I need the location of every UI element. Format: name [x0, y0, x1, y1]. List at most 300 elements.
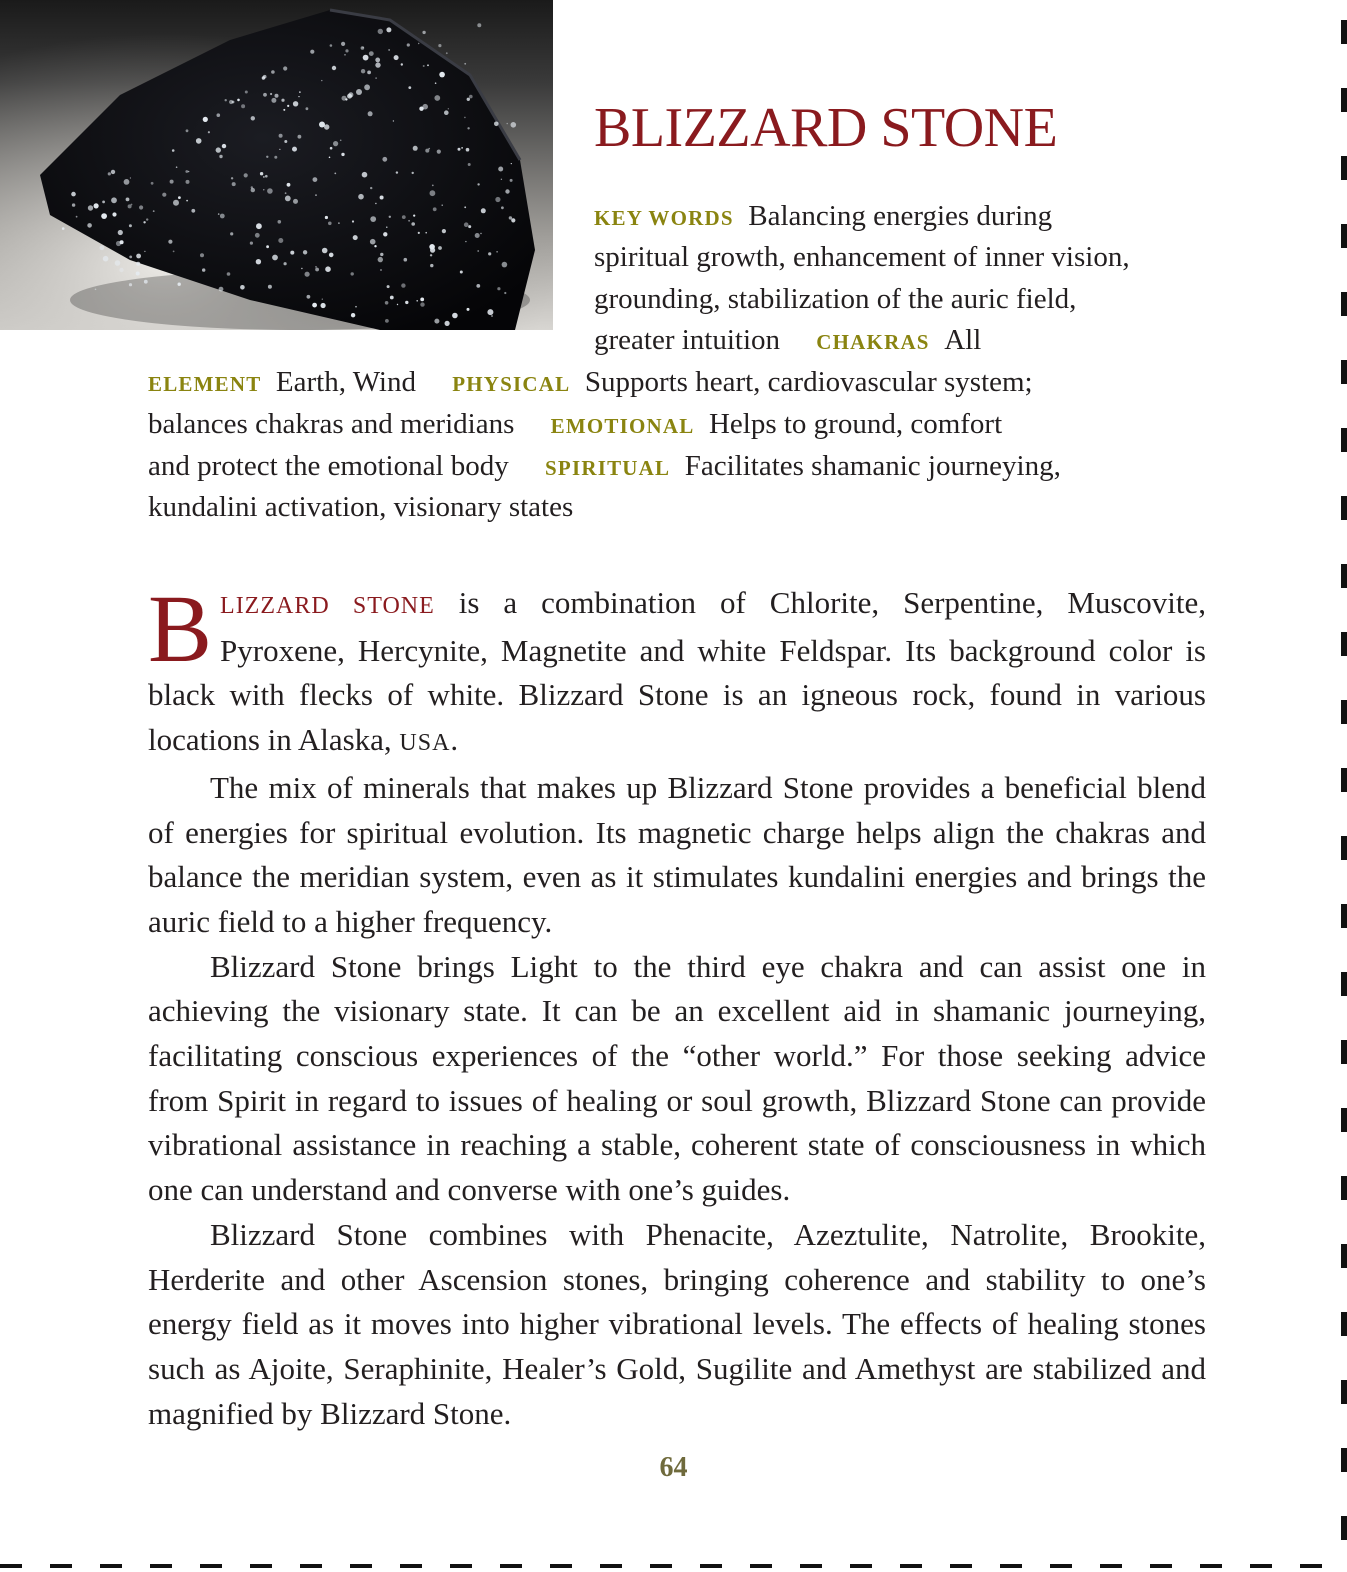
stone-fleck — [437, 150, 441, 154]
stone-fleck — [420, 298, 424, 302]
stone-fleck — [386, 227, 387, 228]
spiritual-text-1: Facilitates shamanic journeying, — [684, 450, 1061, 482]
stone-fleck — [358, 194, 364, 200]
stone-fleck — [274, 156, 277, 159]
stone-fleck — [231, 177, 233, 179]
key-words-text-4: greater intuition — [594, 324, 781, 356]
stone-fleck — [468, 163, 471, 166]
stone-fleck — [396, 171, 398, 173]
stone-fleck — [298, 96, 299, 97]
stone-fleck — [115, 260, 121, 266]
stone-fleck — [388, 49, 389, 50]
stone-fleck — [129, 283, 132, 286]
stone-fleck — [341, 153, 344, 156]
stone-fleck — [435, 82, 437, 84]
stone-fleck — [434, 319, 439, 324]
stone-fleck — [178, 196, 181, 199]
stone-fleck — [509, 216, 512, 219]
stone-fleck — [418, 43, 419, 44]
stone-fleck — [504, 292, 506, 294]
stone-fleck — [303, 250, 307, 254]
stone-fleck — [445, 321, 450, 326]
stone-fleck — [477, 23, 481, 27]
stone-fleck — [283, 66, 287, 70]
stone-fleck — [368, 111, 373, 116]
stone-fleck — [306, 107, 309, 110]
stone-fleck — [351, 272, 354, 275]
stone-fleck — [491, 315, 493, 317]
stone-fleck — [412, 172, 414, 174]
stone-fleck — [380, 269, 382, 271]
stone-fleck — [241, 104, 245, 108]
stone-fleck — [429, 244, 435, 250]
stone-fleck — [351, 313, 355, 317]
stone-fleck — [87, 223, 92, 228]
stone-fleck — [76, 216, 78, 218]
stone-fleck — [270, 93, 272, 95]
stone-fleck — [251, 116, 255, 120]
paragraph-3: Blizzard Stone brings Light to the third eye chakra and can assist one in achieving the visionary state. It can be an excellent aid in shamanic journeying, facilitating conscious experiences of the “other world.” For those seeking advice from Spirit in regard to issues of healing or soul growth, Blizzard Stone can provide vibrational assistance in reaching a stable, coherent state of consciousness in which one can understand and converse with one’s guides. — [148, 948, 1206, 1208]
stone-fleck — [186, 200, 188, 202]
stone-fleck — [315, 268, 319, 272]
stone-fleck — [232, 182, 236, 186]
stone-fleck — [466, 148, 470, 152]
country-abbrev: USA — [399, 730, 451, 757]
stone-fleck — [251, 186, 253, 188]
stone-fleck — [225, 99, 227, 101]
page-number: 64 — [659, 1452, 688, 1483]
stone-fleck — [307, 295, 311, 299]
stone-fleck — [293, 199, 298, 204]
stone-fleck — [422, 104, 428, 110]
stone-fleck — [501, 206, 504, 209]
paragraph-1-end: . — [450, 722, 459, 758]
stone-fleck — [438, 44, 441, 47]
key-words-label: KEY WORDS — [594, 206, 734, 230]
physical-text-1: Supports heart, cardiovascular system; — [584, 366, 1033, 398]
stone-fleck — [439, 72, 445, 78]
stone-fleck — [151, 182, 154, 185]
stone-fleck — [278, 220, 282, 224]
stone-fleck — [390, 296, 394, 300]
stone-fleck — [442, 205, 443, 206]
stone-fleck — [94, 203, 99, 208]
stone-fleck — [103, 256, 109, 262]
stone-fleck — [284, 140, 287, 143]
stone-fleck — [361, 46, 365, 50]
stone-fleck — [271, 70, 275, 74]
stone-fleck — [404, 258, 408, 262]
stone-fleck — [420, 302, 424, 306]
stone-fleck — [88, 205, 93, 210]
stone-fleck — [217, 113, 221, 117]
stone-fleck — [119, 268, 123, 272]
stone-fleck — [283, 109, 285, 111]
element-physical-line — [148, 362, 1033, 406]
stone-fleck — [494, 122, 499, 127]
stone-fleck — [487, 309, 493, 315]
stone-fleck — [413, 215, 415, 217]
key-words-line-1 — [594, 196, 1052, 240]
stone-fleck — [200, 253, 204, 257]
stone-fleck — [285, 196, 291, 202]
stone-fleck — [433, 207, 437, 211]
stone-fleck — [375, 62, 380, 67]
stone-fleck — [402, 215, 406, 219]
stone-fleck — [275, 94, 279, 98]
stone-fleck — [71, 192, 76, 197]
stone-fleck — [378, 29, 383, 34]
element-value: Earth, Wind — [275, 366, 416, 398]
stone-fleck — [165, 273, 167, 275]
stone-fleck — [444, 110, 449, 115]
stone-fleck — [407, 43, 410, 46]
stone-fleck — [467, 98, 470, 101]
stone-fleck — [202, 268, 205, 271]
stone-fleck — [227, 272, 231, 276]
stone-fleck — [208, 131, 210, 133]
stone-fleck — [330, 147, 333, 150]
chakras-label: CHAKRAS — [816, 330, 930, 354]
stone-fleck — [411, 222, 415, 226]
stone-fleck — [279, 134, 283, 138]
stone-fleck — [95, 289, 97, 291]
stone-fleck — [203, 117, 208, 122]
stone-fleck — [272, 255, 278, 261]
stone-fleck — [185, 170, 188, 173]
stone-fleck — [178, 283, 181, 286]
stone-fleck — [250, 242, 253, 245]
stone-fleck — [321, 80, 322, 81]
stone-fleck — [120, 240, 124, 244]
stone-fleck — [344, 54, 346, 56]
stone-fleck — [62, 227, 65, 230]
paragraph-2: The mix of minerals that makes up Blizzard Stone provides a beneficial blend of energies for spiritual evolution. Its magnetic charge helps align the chakras and balance the meridian system, even as it stimulates kundalini energies and brings the auric field to a higher frequency. — [148, 769, 1206, 939]
stone-photo — [0, 0, 553, 330]
stone-fleck — [355, 306, 357, 308]
stone-fleck — [507, 123, 508, 124]
stone-fleck — [467, 127, 469, 129]
stone-fleck — [186, 180, 190, 184]
stone-fleck — [374, 245, 376, 247]
stone-fleck — [330, 44, 333, 47]
stone-fleck — [460, 271, 463, 274]
stone-fleck — [352, 220, 354, 222]
paragraph-4: Blizzard Stone combines with Phenacite, Azeztulite, Natrolite, Brookite, Herderite and other Ascension stones, bringing coherence and stability to one’s energy field as it moves into higher vibrational levels. The effects of healing stones such as Ajoite, Seraphinite, Healer’s Gold, Sugilite and Amethyst are stabilized and magnified by Blizzard Stone. — [148, 1216, 1206, 1431]
stone-fleck — [124, 179, 130, 185]
stone-fleck — [287, 183, 291, 187]
stone-fleck — [292, 147, 297, 152]
stone-fleck — [446, 52, 448, 54]
stone-fleck — [423, 65, 425, 67]
stone-fleck — [196, 138, 202, 144]
stone-fleck — [475, 233, 480, 238]
stone-fleck — [284, 262, 287, 265]
stone-fleck — [173, 200, 179, 206]
stone-fleck — [285, 192, 287, 194]
stone-fleck — [244, 173, 248, 177]
drop-cap: B — [148, 575, 213, 682]
stone-fleck — [170, 180, 174, 184]
stone-fleck — [397, 304, 398, 305]
stone-fleck — [416, 300, 418, 302]
stone-fleck — [332, 66, 336, 70]
stone-fleck — [333, 141, 338, 146]
stone-fleck — [130, 177, 131, 178]
stone-fleck — [298, 135, 302, 139]
stone-fleck — [312, 303, 317, 308]
stone-fleck — [464, 206, 466, 208]
stone-fleck — [496, 251, 498, 253]
physical-label: PHYSICAL — [452, 372, 571, 396]
stone-fleck — [328, 222, 332, 226]
stone-fleck — [136, 254, 141, 259]
stone-fleck — [287, 105, 289, 107]
stone-fleck — [370, 216, 376, 222]
stone-fleck — [380, 253, 383, 256]
physical-emotional-line — [148, 404, 1002, 448]
stone-fleck — [427, 64, 429, 66]
stone-fleck — [218, 213, 220, 215]
stone-fleck — [480, 233, 481, 234]
stone-fleck — [356, 89, 362, 95]
key-words-text-2: spiritual growth, enhancement of inner vision, — [594, 241, 1130, 273]
stone-fleck — [495, 197, 500, 202]
stone-fleck — [266, 156, 268, 158]
stone-fleck — [361, 69, 365, 73]
stone-fleck — [468, 225, 471, 228]
stone-fleck — [230, 232, 233, 235]
stone-fleck — [370, 187, 372, 189]
stone-fleck — [434, 95, 440, 101]
stone-fleck — [72, 203, 75, 206]
stone-fleck — [319, 122, 325, 128]
emotional-text-2: and protect the emotional body — [148, 450, 509, 482]
stone-fleck — [176, 166, 178, 168]
stone-fleck — [364, 84, 370, 90]
right-edge-marks — [1341, 20, 1347, 1540]
emotional-text-1: Helps to ground, comfort — [708, 408, 1003, 440]
stone-fleck — [380, 196, 384, 200]
stone-fleck — [389, 216, 391, 218]
stone-fleck — [271, 98, 276, 103]
stone-fleck — [375, 77, 377, 79]
stone-fleck — [413, 146, 418, 151]
stone-fleck — [136, 272, 140, 276]
stone-fleck — [348, 92, 353, 97]
stone-fleck — [501, 179, 502, 180]
stone-fleck — [387, 285, 390, 288]
stone-fleck — [477, 250, 479, 252]
stone-fleck — [438, 246, 442, 250]
stone-fleck — [425, 149, 429, 153]
emotional-label: EMOTIONAL — [550, 414, 695, 438]
stone-fleck — [262, 76, 265, 79]
stone-fleck — [101, 213, 107, 219]
stone-fleck — [448, 108, 449, 109]
stone-fleck — [172, 149, 175, 152]
stone-fleck — [260, 172, 263, 175]
stone-fleck — [386, 27, 391, 32]
lead-caps: LIZZARD STONE — [220, 593, 435, 619]
paragraph-1-text: is a combination of Chlorite, Serpentine, Muscovite, Pyroxene, Hercynite, Magnetite and white Feldspar. Its background color is black with flecks of white. Blizzard Stone is an igneous rock, found in various locations in Alaska, — [148, 585, 1206, 758]
stone-fleck — [342, 96, 347, 101]
stone-fleck — [278, 238, 283, 243]
stone-fleck — [112, 212, 116, 216]
stone-fleck — [511, 218, 515, 222]
stone-fleck — [341, 42, 345, 46]
stone-fleck — [240, 285, 245, 290]
stone-fleck — [256, 259, 261, 264]
stone-fleck — [263, 93, 267, 97]
stone-fleck — [345, 49, 348, 52]
stone-fleck — [129, 224, 132, 227]
stone-fleck — [111, 197, 117, 203]
stone-fleck — [168, 240, 172, 244]
stone-fleck — [401, 63, 403, 65]
stone-fleck — [143, 221, 145, 223]
stone-fleck — [325, 216, 328, 219]
stone-fleck — [267, 188, 273, 194]
stone-fleck — [363, 55, 369, 61]
spiritual-label: SPIRITUAL — [545, 456, 671, 480]
stone-fleck — [329, 157, 331, 159]
stone-fleck — [162, 193, 166, 197]
stone-fleck — [153, 210, 155, 212]
paragraph-1 — [148, 575, 1206, 766]
stone-fleck — [383, 232, 387, 236]
stone-fleck — [375, 203, 376, 204]
stone-fleck — [232, 101, 235, 104]
body-text — [148, 575, 1206, 1436]
key-words-text-1: Balancing energies during — [748, 200, 1053, 232]
stone-fleck — [315, 266, 317, 268]
stone-fleck — [418, 232, 420, 234]
stone-fleck — [279, 149, 280, 150]
stone-fleck — [458, 148, 461, 151]
stone-fleck — [430, 264, 433, 267]
stone-fleck — [265, 175, 268, 178]
stone-fleck — [290, 251, 294, 255]
stone-fleck — [464, 222, 469, 227]
stone-fleck — [505, 189, 509, 193]
stone-fleck — [422, 31, 425, 34]
stone-fleck — [111, 170, 115, 174]
stone-fleck — [488, 252, 491, 255]
stone-fleck — [510, 179, 513, 182]
stone-fleck — [375, 58, 380, 63]
stone-fleck — [461, 147, 463, 149]
stone-fleck — [263, 189, 264, 190]
stone-fleck — [367, 71, 371, 75]
stone-fleck — [322, 299, 323, 300]
stone-fleck — [268, 285, 272, 289]
stone-fleck — [430, 254, 432, 256]
stone-fleck — [219, 155, 222, 158]
stone-fleck — [216, 147, 221, 152]
stone-fleck — [293, 101, 298, 106]
stone-fleck — [385, 301, 389, 305]
stone-fleck — [464, 63, 466, 65]
stone-fleck — [497, 287, 500, 290]
stone-fleck — [465, 241, 466, 242]
stone-fleck — [118, 230, 123, 235]
bottom-edge-marks — [0, 1564, 1347, 1568]
chakras-value: All — [944, 324, 982, 356]
stone-fleck — [146, 218, 148, 220]
physical-text-2: balances chakras and meridians — [148, 408, 515, 440]
stone-fleck — [144, 251, 145, 252]
stone-fleck — [334, 173, 336, 175]
stone-fleck — [338, 222, 340, 224]
element-label: ELEMENT — [148, 372, 262, 396]
stone-fleck — [511, 163, 512, 164]
stone-fleck — [385, 319, 389, 323]
stone-fleck — [394, 55, 399, 60]
stone-fleck — [382, 157, 387, 162]
stone-fleck — [393, 120, 394, 121]
stone-fleck — [329, 253, 334, 258]
stone-fleck — [325, 266, 331, 272]
stone-fleck — [511, 122, 517, 128]
stone-fleck — [425, 232, 427, 234]
stone-fleck — [126, 198, 130, 202]
stone-fleck — [477, 183, 479, 185]
key-words-line-4 — [594, 320, 981, 364]
stone-fleck — [100, 245, 105, 250]
stone-fleck — [256, 223, 262, 229]
emotional-spiritual-line — [148, 446, 1061, 490]
stone-fleck — [442, 229, 446, 233]
stone-fleck — [353, 235, 358, 240]
stone-fleck — [401, 283, 405, 287]
stone-fleck — [102, 201, 105, 204]
stone-fleck — [378, 257, 383, 262]
stone-fleck — [136, 262, 140, 266]
stone-fleck — [408, 220, 410, 222]
stone-fleck — [362, 172, 368, 178]
stone-fleck — [405, 301, 408, 304]
stone-fleck — [310, 50, 314, 54]
stone-fleck — [128, 204, 132, 208]
stone-fleck — [173, 251, 175, 253]
stone-fleck — [139, 205, 143, 209]
stone-fleck — [281, 99, 284, 102]
stone-fleck — [191, 209, 195, 213]
stone-fleck — [301, 268, 302, 269]
stone-fleck — [469, 95, 473, 99]
stone-fleck — [315, 194, 317, 196]
stone-fleck — [237, 99, 240, 102]
stone-fleck — [263, 176, 265, 178]
stone-fleck — [432, 185, 434, 187]
stone-fleck — [340, 140, 342, 142]
stone-fleck — [144, 280, 148, 284]
key-words-text-3: grounding, stabilization of the auric field, — [594, 283, 1077, 315]
stone-fleck — [219, 287, 224, 292]
stone-fleck — [305, 272, 310, 277]
stone-fleck — [476, 284, 480, 288]
stone-fleck — [467, 308, 470, 311]
page-title: BLIZZARD STONE — [594, 97, 1058, 159]
stone-fleck — [430, 190, 436, 196]
stone-fleck — [363, 47, 364, 48]
stone-fleck — [220, 214, 225, 219]
stone-fleck — [481, 208, 486, 213]
spiritual-text-2: kundalini activation, visionary states — [148, 491, 574, 523]
stone-fleck — [245, 91, 248, 94]
stone-fleck — [321, 303, 326, 308]
